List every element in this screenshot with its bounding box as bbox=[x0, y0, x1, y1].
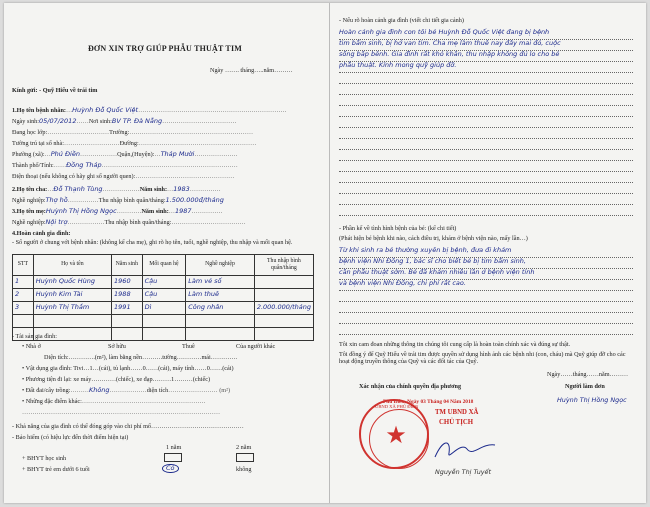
stamp-org: TM UBND XÃ bbox=[435, 409, 479, 416]
cell-birth[interactable] bbox=[112, 328, 143, 341]
house-other-option[interactable]: Của người khác bbox=[236, 343, 276, 350]
commitment-1: Tôi xin cam đoan những thông tin chúng tôi cung cấp là hoàn toàn chính xác và đúng sự thật. bbox=[339, 341, 571, 348]
cell-name[interactable]: Huỳnh Quốc Hùng bbox=[33, 276, 111, 289]
situation-label: - Nếu rõ hoàn cảnh gia đình (viết chi tiết gia cảnh) bbox=[339, 17, 464, 24]
situation-text-line[interactable] bbox=[339, 40, 633, 51]
blank-line[interactable] bbox=[339, 194, 633, 205]
stamp-date: Phú Điền, Ngày 03 Tháng 04 Năm 2018 bbox=[383, 399, 474, 405]
insurance-label: - Bảo hiểm (có hiệu lực đến thời điểm hiện tại) bbox=[12, 434, 129, 441]
handwritten-text: phẫu thuật. Kính mong quỹ giúp đỡ. bbox=[339, 61, 457, 69]
mother-birth[interactable]: 1987 bbox=[174, 207, 192, 215]
cell-birth[interactable]: 1988 bbox=[112, 289, 143, 302]
other-label: • Những đặc điểm khác: bbox=[22, 398, 82, 405]
cell-name[interactable]: Huỳnh Kim Tài bbox=[33, 289, 111, 302]
handwritten-text: tim bẩm sinh, bị hở van tim. Cha mẹ làm thuê nay đây mai đó, cuộc bbox=[339, 39, 561, 47]
father-birth-label: Năm sinh: bbox=[139, 186, 168, 193]
section-4-label: 4.Hoàn cảnh gia đình: bbox=[12, 230, 71, 237]
patient-name[interactable]: Huỳnh Đỗ Quốc Việt bbox=[72, 106, 139, 114]
column-divider bbox=[329, 3, 330, 503]
table-row bbox=[13, 328, 314, 341]
assets-label: - Tài sản gia đình: bbox=[12, 333, 57, 340]
table-row bbox=[13, 289, 314, 302]
cell-birth[interactable] bbox=[112, 315, 143, 328]
history-note: (Phát hiện bé bệnh khi nào, cách điều trị, khám ở bệnh viện nào, mấy lần…) bbox=[339, 235, 528, 242]
mother-job-label: Nghề nghiệp: bbox=[12, 219, 46, 226]
applicant-label: Người làm đơn bbox=[565, 383, 605, 390]
stamp-role: CHỦ TỊCH bbox=[439, 419, 474, 426]
items-line: • Vật dụng gia đình: Tivi…1…(cái), tủ lạnh……0……(cái), máy tính……0……(cái) bbox=[22, 365, 234, 372]
ins-yes-mark[interactable]: Có bbox=[162, 464, 179, 473]
cell-job[interactable]: Công nhân bbox=[186, 302, 255, 315]
cell-job[interactable] bbox=[186, 315, 255, 328]
blank-line[interactable] bbox=[339, 117, 633, 128]
official-seal bbox=[359, 399, 429, 469]
phone-label: Điện thoại (nếu không có hãy ghi số người quen): bbox=[12, 173, 136, 180]
section-4-note: - Số người ở chung với bệnh nhân: (không kể cha mẹ), ghi rõ họ tên, tuổi, nghề nghiệp, thu nhập và mối quan hệ. bbox=[12, 239, 293, 246]
district-label: Quận,(Huyện): bbox=[117, 151, 155, 158]
col-job: Nghề nghiệp bbox=[186, 255, 255, 276]
handwritten-text: bệnh viện Nhi Đồng 1, bác sĩ cho biết bé bị tim bẩm sinh, bbox=[339, 257, 526, 265]
col-stt: STT bbox=[13, 255, 34, 276]
blank-line[interactable] bbox=[339, 84, 633, 95]
col-name: Họ và tên bbox=[33, 255, 111, 276]
cell-birth[interactable]: 1991 bbox=[112, 302, 143, 315]
handwritten-text: và bệnh viện Nhi Đồng, chi phí rất cao. bbox=[339, 279, 466, 287]
transport-line: • Phương tiện đi lại: xe máy…………(chiếc), xe đạp………1………(chiếc) bbox=[22, 376, 211, 383]
handwritten-text: cần phẫu thuật sớm. Bé đã khám nhiều lần ở bệnh viện tỉnh bbox=[339, 268, 535, 276]
cell-income[interactable]: 2.000.000/tháng bbox=[254, 302, 313, 315]
history-text-line[interactable] bbox=[339, 269, 633, 280]
mother-income-label: Thu nhập bình quân/tháng: bbox=[104, 219, 172, 226]
dob-value[interactable]: 05/07/2012 bbox=[38, 117, 77, 125]
authority-label: Xác nhận của chính quyền địa phương bbox=[359, 383, 462, 390]
date-line: Ngày ……. tháng…..năm……… bbox=[210, 67, 293, 74]
father-income-label: Thu nhập bình quân/tháng: bbox=[98, 197, 166, 204]
table-row bbox=[13, 302, 314, 315]
blank-line[interactable] bbox=[339, 291, 633, 302]
blank-line[interactable] bbox=[339, 150, 633, 161]
mother-job[interactable]: Nội trợ bbox=[45, 218, 68, 226]
section-1-label: 1.Họ tên bệnh nhân: bbox=[12, 107, 66, 114]
cell-relation[interactable]: Cậu bbox=[142, 289, 186, 302]
official-name: Nguyễn Thị Tuyết bbox=[435, 468, 491, 476]
father-name[interactable]: Đỗ Thạnh Tùng bbox=[53, 185, 103, 193]
applicant-signature: Huỳnh Thị Hồng Ngọc bbox=[557, 396, 627, 404]
blank-line[interactable] bbox=[339, 128, 633, 139]
district-value[interactable]: Tháp Mười bbox=[160, 150, 195, 158]
cell-income[interactable] bbox=[254, 276, 313, 289]
contribution-line: - Khả năng của gia đình có thể đóng góp vào chi phí mổ……………………………………… bbox=[12, 423, 244, 430]
cell-relation[interactable]: Cậu bbox=[142, 276, 186, 289]
form-title: ĐƠN XIN TRỢ GIÚP PHẪU THUẬT TIM bbox=[87, 44, 243, 53]
recipient: Kính gửi: - Quỹ Hiểu về trái tim bbox=[12, 87, 98, 94]
ins-col-1: 1 năm bbox=[166, 444, 182, 451]
seal-ring-text: UBND XÃ PHÚ ĐIỀN bbox=[375, 404, 419, 409]
seal-star-icon: ★ bbox=[385, 421, 407, 449]
col-birth: Năm sinh bbox=[112, 255, 143, 276]
cell-stt[interactable]: 3 bbox=[13, 302, 34, 315]
address-label: Tường trú tại số nhà: bbox=[12, 140, 64, 147]
ins-row-1: + BHYT học sinh bbox=[22, 455, 67, 462]
col-relation: Mối quan hệ bbox=[142, 255, 186, 276]
blank-line[interactable] bbox=[339, 183, 633, 194]
land-value[interactable]: Không bbox=[88, 386, 110, 394]
cell-name[interactable] bbox=[33, 315, 111, 328]
mother-name[interactable]: Huỳnh Thị Hồng Ngọc bbox=[45, 207, 117, 215]
father-job-label: Nghề nghiệp: bbox=[12, 197, 46, 204]
handwritten-text: sống bấp bênh. Gia đình rất khó khăn, thu nhập không đủ lo cho bé bbox=[339, 50, 560, 58]
col-income: Thu nhập bình quân/tháng bbox=[254, 255, 313, 276]
cell-income[interactable] bbox=[254, 289, 313, 302]
birthplace-value[interactable]: BV TP. Đà Nẵng bbox=[111, 117, 163, 125]
cell-relation[interactable] bbox=[142, 328, 186, 341]
cell-job[interactable]: Làm vé số bbox=[186, 276, 255, 289]
sign-date-line: Ngày……tháng……năm……… bbox=[547, 371, 629, 378]
handwritten-text: Hoàn cảnh gia đình con tôi bé Huỳnh Đỗ Quốc Việt đang bị bệnh bbox=[339, 28, 550, 36]
cell-job[interactable] bbox=[186, 328, 255, 341]
cell-birth[interactable]: 1960 bbox=[112, 276, 143, 289]
history-text-line[interactable] bbox=[339, 258, 633, 269]
ins-row1-box1[interactable] bbox=[164, 453, 182, 462]
history-text-line[interactable] bbox=[339, 280, 633, 291]
history-label: - Phần kể về tình hình bệnh của bé: (kể chi tiết) bbox=[339, 225, 457, 232]
table-row bbox=[13, 276, 314, 289]
school-place: Trường: bbox=[109, 129, 130, 136]
ins-row1-box2[interactable] bbox=[236, 453, 254, 462]
cell-relation[interactable] bbox=[142, 315, 186, 328]
table-header-row bbox=[13, 255, 314, 276]
house-own-option[interactable]: Sở hữu bbox=[108, 343, 126, 350]
mother-birth-label: Năm sinh: bbox=[141, 208, 169, 215]
table-row bbox=[13, 315, 314, 328]
blank-line[interactable] bbox=[339, 73, 633, 84]
history-text-line[interactable] bbox=[339, 247, 633, 258]
birthplace-label: Nơi sinh: bbox=[88, 118, 112, 125]
blank-line[interactable] bbox=[339, 172, 633, 183]
household-table bbox=[12, 254, 314, 341]
blank-line[interactable] bbox=[339, 106, 633, 117]
land-label: • Đất đai/cây trồng: bbox=[22, 387, 71, 394]
ward-label: Phường (xã): bbox=[12, 151, 45, 158]
ins-col-2: 2 năm bbox=[236, 444, 252, 451]
handwritten-text: Từ khi sinh ra bé thường xuyên bị bệnh, đưa đi khám bbox=[339, 246, 512, 254]
blank-line[interactable] bbox=[339, 205, 633, 216]
situation-text-line[interactable] bbox=[339, 29, 633, 40]
section-3-label: 3.Họ tên mẹ: bbox=[12, 208, 46, 215]
situation-text-line[interactable] bbox=[339, 51, 633, 62]
land-area-label: diện tích bbox=[146, 387, 169, 394]
cell-stt[interactable]: 1 bbox=[13, 276, 34, 289]
left-column: ĐƠN XIN TRỢ GIÚP PHẪU THUẬT TIM Ngày ……. tháng…..năm……… Kính gửi: - Quỹ Hiểu về trái tim 1.Họ tên bệnh nhân:…Huỳnh Đỗ Quốc Việt……………………………………………………………… Ngày sinh:05/07/2012……Nơi sinh:BV TP. Đà Nẵng……………………………… Đang học lớp:…………………………Trường:…………………………………………………… Tường trú tại số nhà:………………………Đường:………………………………………………… Phường (xã):…Phú Điền………………Quận,(Huyện):…Tháp Mười………………… Thành phố/Tỉnh:……Đồng Tháp………………………………………………………… Điện thoại (nếu không có hãy ghi số người quen):………………………………………… 2.Họ tên cha:…Đỗ Thạnh Tùng………………Năm sinh:…1983…………… Nghề nghiệp:Thợ hồ……………Thu nhập bình quân/tháng:1.500.000đ/tháng 3.Họ tên mẹ:Huỳnh Thị Hồng Ngọc…………Năm sinh:…1987…………… Nghề nghiệp:Nội trợ………………Thu nhập bình quân/tháng:……………………………… 4.Hoàn cảnh gia đình: - Số người ở chung với bệnh nhân: (không kể cha mẹ), ghi rõ họ tên, tuổi, nghề nghiệp, thu nhập và mối quan hệ. STT Họ và tên Năm sinh Mối quan hệ Nghề nghiệp Thu nhập bình quân/tháng 1 Huỳnh Quốc Hùng 1960 Cậu Làm vé số 2 Huỳnh Kim Tài 1988 Cậu Làm thuê 3 Huỳnh Thị Thắm 1991 Dì Công nhân 2.000.000/tháng - Tài sản gia đình: • Nhà ở Sở hữu Thuê Của người khác Diện tích:………….(m²), làm bằng nền……….tường…………mái…………. • Vật dụng gia đình: Tivi…1…(cái), tủ lạnh……0……(cái), máy tính……0……(cái) • Phương tiện đi lại: xe máy…………(chiếc), xe đạp………1………(chiếc) • Đất đai/cây trồng:………Không………………diện tích…………………… (m²) • Những đặc điểm khác:…………………………………………………… …………………………………………………………………………………… - Khả năng của gia đình có thể đóng góp vào chi phí mổ……………………………………… - Bảo hiểm (có hiệu lực đến thời điểm hiện tại) 1 năm 2 năm + BHYT học sinh + BHYT trẻ em dưới 6 tuổi Có không bbox=[4, 3, 326, 503]
cell-name[interactable]: Huỳnh Thị Thắm bbox=[33, 302, 111, 315]
city-label: Thành phố/Tỉnh: bbox=[12, 162, 54, 169]
father-income[interactable]: 1.500.000đ/tháng bbox=[165, 196, 224, 204]
blank-line[interactable] bbox=[339, 313, 633, 324]
area-line: Diện tích:………….(m²), làm bằng nền……….tường…………mái…………. bbox=[44, 354, 238, 361]
official-signature-icon bbox=[431, 435, 501, 465]
house-rent-option[interactable]: Thuê bbox=[182, 343, 195, 350]
situation-text-line[interactable] bbox=[339, 62, 633, 73]
blank-line[interactable] bbox=[339, 139, 633, 150]
street-label: Đường: bbox=[119, 140, 139, 147]
father-job[interactable]: Thợ hồ bbox=[45, 196, 68, 204]
right-column bbox=[331, 3, 646, 503]
section-2-label: 2.Họ tên cha: bbox=[12, 186, 48, 193]
cell-relation[interactable]: Dì bbox=[142, 302, 186, 315]
commitment-2: Tôi đồng ý để Quỹ Hiểu về trái tim được quyền sử dụng hình ảnh các bệnh nhi (con, cháu) mà Quỹ giúp đỡ cho các hoạt động truyền thông của Quỹ và các đối tác của Quỹ. bbox=[339, 351, 626, 366]
cell-job[interactable]: Làm thuê bbox=[186, 289, 255, 302]
blank-line[interactable] bbox=[339, 302, 633, 313]
house-label: • Nhà ở bbox=[22, 343, 41, 350]
cell-stt[interactable] bbox=[13, 315, 34, 328]
dob-label: Ngày sinh: bbox=[12, 118, 39, 125]
school-label: Đang học lớp: bbox=[12, 129, 48, 136]
blank-line[interactable] bbox=[339, 95, 633, 106]
father-birth[interactable]: 1983 bbox=[173, 185, 190, 193]
cell-income[interactable] bbox=[254, 328, 313, 341]
blank-line[interactable] bbox=[339, 324, 633, 335]
cell-stt[interactable]: 2 bbox=[13, 289, 34, 302]
form-sheet bbox=[4, 3, 646, 503]
city-value[interactable]: Đồng Tháp bbox=[66, 161, 102, 169]
cell-income[interactable] bbox=[254, 315, 313, 328]
ward-value[interactable]: Phú Điền bbox=[50, 150, 80, 158]
ins-row-2: + BHYT trẻ em dưới 6 tuổi bbox=[22, 466, 90, 473]
ins-no-option[interactable]: không bbox=[236, 466, 252, 473]
blank-line[interactable] bbox=[339, 161, 633, 172]
